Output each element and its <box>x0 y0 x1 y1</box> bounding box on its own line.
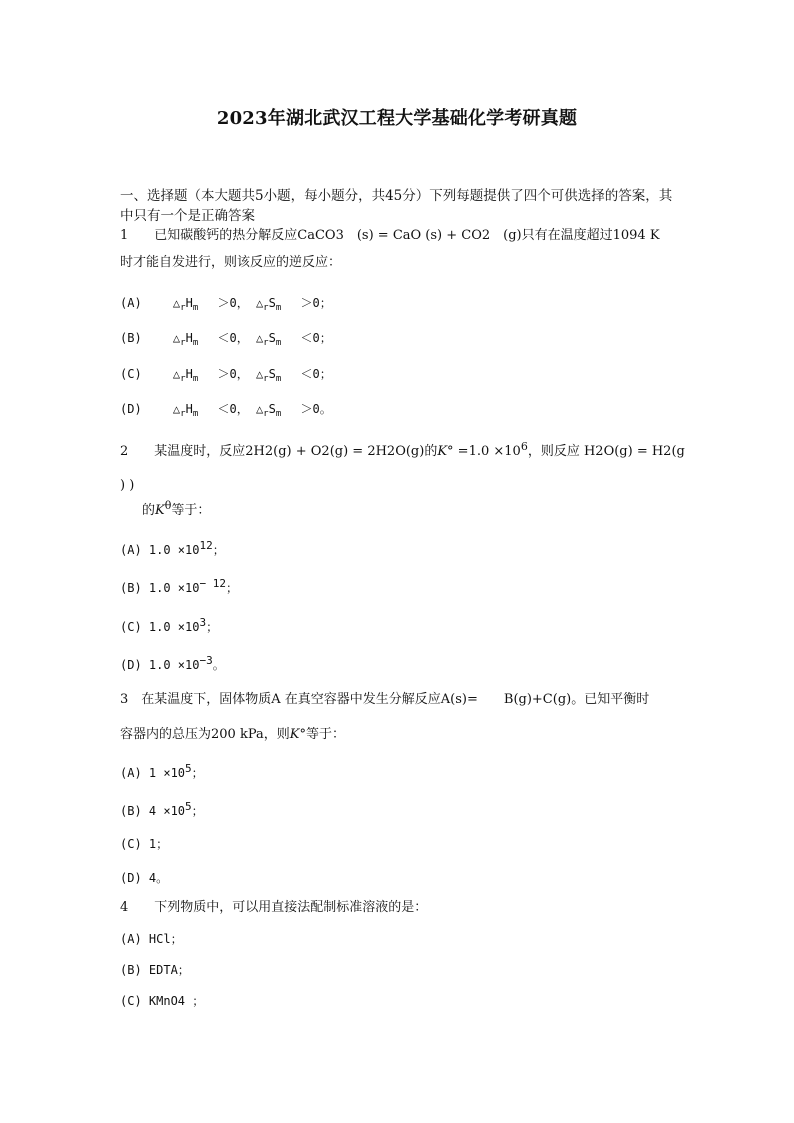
sign-text: ＞0， <box>217 367 249 381</box>
sign-text: ＞0。 <box>300 402 332 416</box>
option-text: (B) 1.0 ×10 <box>120 581 200 595</box>
option-text: (C) 1.0 ×10 <box>120 620 200 634</box>
sign-text: ＞0； <box>300 296 332 310</box>
option-end: ； <box>225 581 238 595</box>
option-end: ； <box>191 804 204 818</box>
q2-option-c <box>120 616 680 635</box>
q4-option-a: (A) HCl； <box>120 932 183 946</box>
delta-symbol: △ <box>172 367 181 381</box>
exponent: −3 <box>199 654 213 667</box>
subscript-m: m <box>275 303 282 313</box>
q2-stem-line3 <box>142 499 702 519</box>
q2-option-b <box>120 577 680 596</box>
exponent: 12 <box>199 539 213 552</box>
entropy-symbol: S <box>268 367 276 381</box>
subscript-m: m <box>192 409 199 419</box>
subscript-r: r <box>180 338 186 348</box>
subscript-r: r <box>263 374 269 384</box>
delta-symbol: △ <box>172 296 181 310</box>
delta-symbol: △ <box>172 402 181 416</box>
subscript-m: m <box>192 338 199 348</box>
q1-option-b <box>120 330 680 346</box>
option-text: (A) 1 ×10 <box>120 766 186 780</box>
option-label: (B) <box>120 331 142 345</box>
subscript-m: m <box>275 374 282 384</box>
equilibrium-constant-symbol: K <box>155 503 165 518</box>
q3-stem-text: 容器内的总压为200 kPa，则 <box>120 727 290 742</box>
option-end: ； <box>212 543 225 557</box>
option-text: (A) 1.0 ×10 <box>120 543 200 557</box>
q1-option-d <box>120 401 680 417</box>
q4-option-b: (B) EDTA； <box>120 963 190 977</box>
enthalpy-symbol: H <box>185 367 193 381</box>
q4-stem-line1: 4 下列物质中，可以用直接法配制标准溶液的是： <box>120 900 428 915</box>
q4-option-c: (C) KMnO4 ； <box>120 994 205 1008</box>
q3-option-a <box>120 762 680 781</box>
option-label: (C) <box>120 367 142 381</box>
subscript-r: r <box>263 338 269 348</box>
q3-option-d: (D) 4。 <box>120 871 169 885</box>
subscript-r: r <box>180 374 186 384</box>
delta-symbol: △ <box>255 367 264 381</box>
q3-stem-text: 等于： <box>305 727 345 742</box>
equilibrium-constant-symbol: K° <box>289 727 306 742</box>
delta-symbol: △ <box>255 296 264 310</box>
q2-stem-line1 <box>120 440 685 460</box>
subscript-r: r <box>263 303 269 313</box>
q2-option-a <box>120 539 680 558</box>
enthalpy-symbol: H <box>185 402 193 416</box>
subscript-r: r <box>180 303 186 313</box>
page-title: 2023年湖北武汉工程大学基础化学考研真题 <box>216 108 578 129</box>
enthalpy-symbol: H <box>185 331 193 345</box>
entropy-symbol: S <box>268 296 276 310</box>
sign-text: ＜0， <box>217 402 249 416</box>
q2-stem-text: ，则反应 H2O(g) = H2(g <box>527 444 685 459</box>
enthalpy-symbol: H <box>185 296 193 310</box>
subscript-r: r <box>263 409 269 419</box>
q2-stem-line2: ) ) <box>120 478 135 493</box>
subscript-r: r <box>180 409 186 419</box>
entropy-symbol: S <box>268 402 276 416</box>
exponent: − 12 <box>199 577 226 590</box>
sign-text: ＜0， <box>217 331 249 345</box>
q1-stem-line1: 1 已知碳酸钙的热分解反应CaCO3 (s) = CaO (s) + CO2 (g)只有在温度超过1094 K <box>120 228 660 243</box>
subscript-m: m <box>192 374 199 384</box>
q2-stem-text: 等于： <box>171 503 211 518</box>
subscript-m: m <box>275 409 282 419</box>
q2-stem-text: 的 <box>142 503 156 518</box>
exponent: 6 <box>520 440 528 453</box>
q3-stem-line2 <box>120 727 680 743</box>
subscript-m: m <box>275 338 282 348</box>
delta-symbol: △ <box>172 331 181 345</box>
exponent: 3 <box>199 616 207 629</box>
q3-option-c: (C) 1； <box>120 837 169 851</box>
entropy-symbol: S <box>268 331 276 345</box>
q3-stem-line1: 3 在某温度下，固体物质A 在真空容器中发生分解反应A(s)= B(g)+C(g)。已知平衡时 <box>120 692 650 707</box>
q2-option-d <box>120 654 680 673</box>
option-text: (D) 1.0 ×10 <box>120 658 200 672</box>
exponent: θ <box>164 499 172 512</box>
option-end: 。 <box>212 658 225 672</box>
exponent: 5 <box>185 800 192 813</box>
q1-option-a <box>120 295 680 311</box>
exponent: 5 <box>185 762 192 775</box>
q3-option-b <box>120 800 680 819</box>
section-heading: 一、选择题（本大题共5小题，每小题分，共45分）下列每题提供了四个可供选择的答案，其中只有一个是正确答案 <box>120 188 673 224</box>
delta-symbol: △ <box>255 402 264 416</box>
option-end: ； <box>191 766 204 780</box>
equilibrium-constant-symbol: K° <box>437 444 454 459</box>
delta-symbol: △ <box>255 331 264 345</box>
q2-stem-value: =1.0 ×10 <box>453 444 521 459</box>
option-text: (B) 4 ×10 <box>120 804 186 818</box>
option-label: (A) <box>120 296 142 310</box>
option-label: (D) <box>120 402 142 416</box>
option-end: ； <box>206 620 219 634</box>
sign-text: ＜0； <box>300 367 332 381</box>
q1-stem-line2: 时才能自发进行，则该反应的逆反应： <box>120 255 342 270</box>
subscript-m: m <box>192 303 199 313</box>
sign-text: ＜0； <box>300 331 332 345</box>
q1-option-c <box>120 366 680 382</box>
q2-stem-text: 2 某温度时，反应2H2(g) + O2(g) = 2H2O(g)的 <box>120 444 438 459</box>
sign-text: ＞0， <box>217 296 249 310</box>
